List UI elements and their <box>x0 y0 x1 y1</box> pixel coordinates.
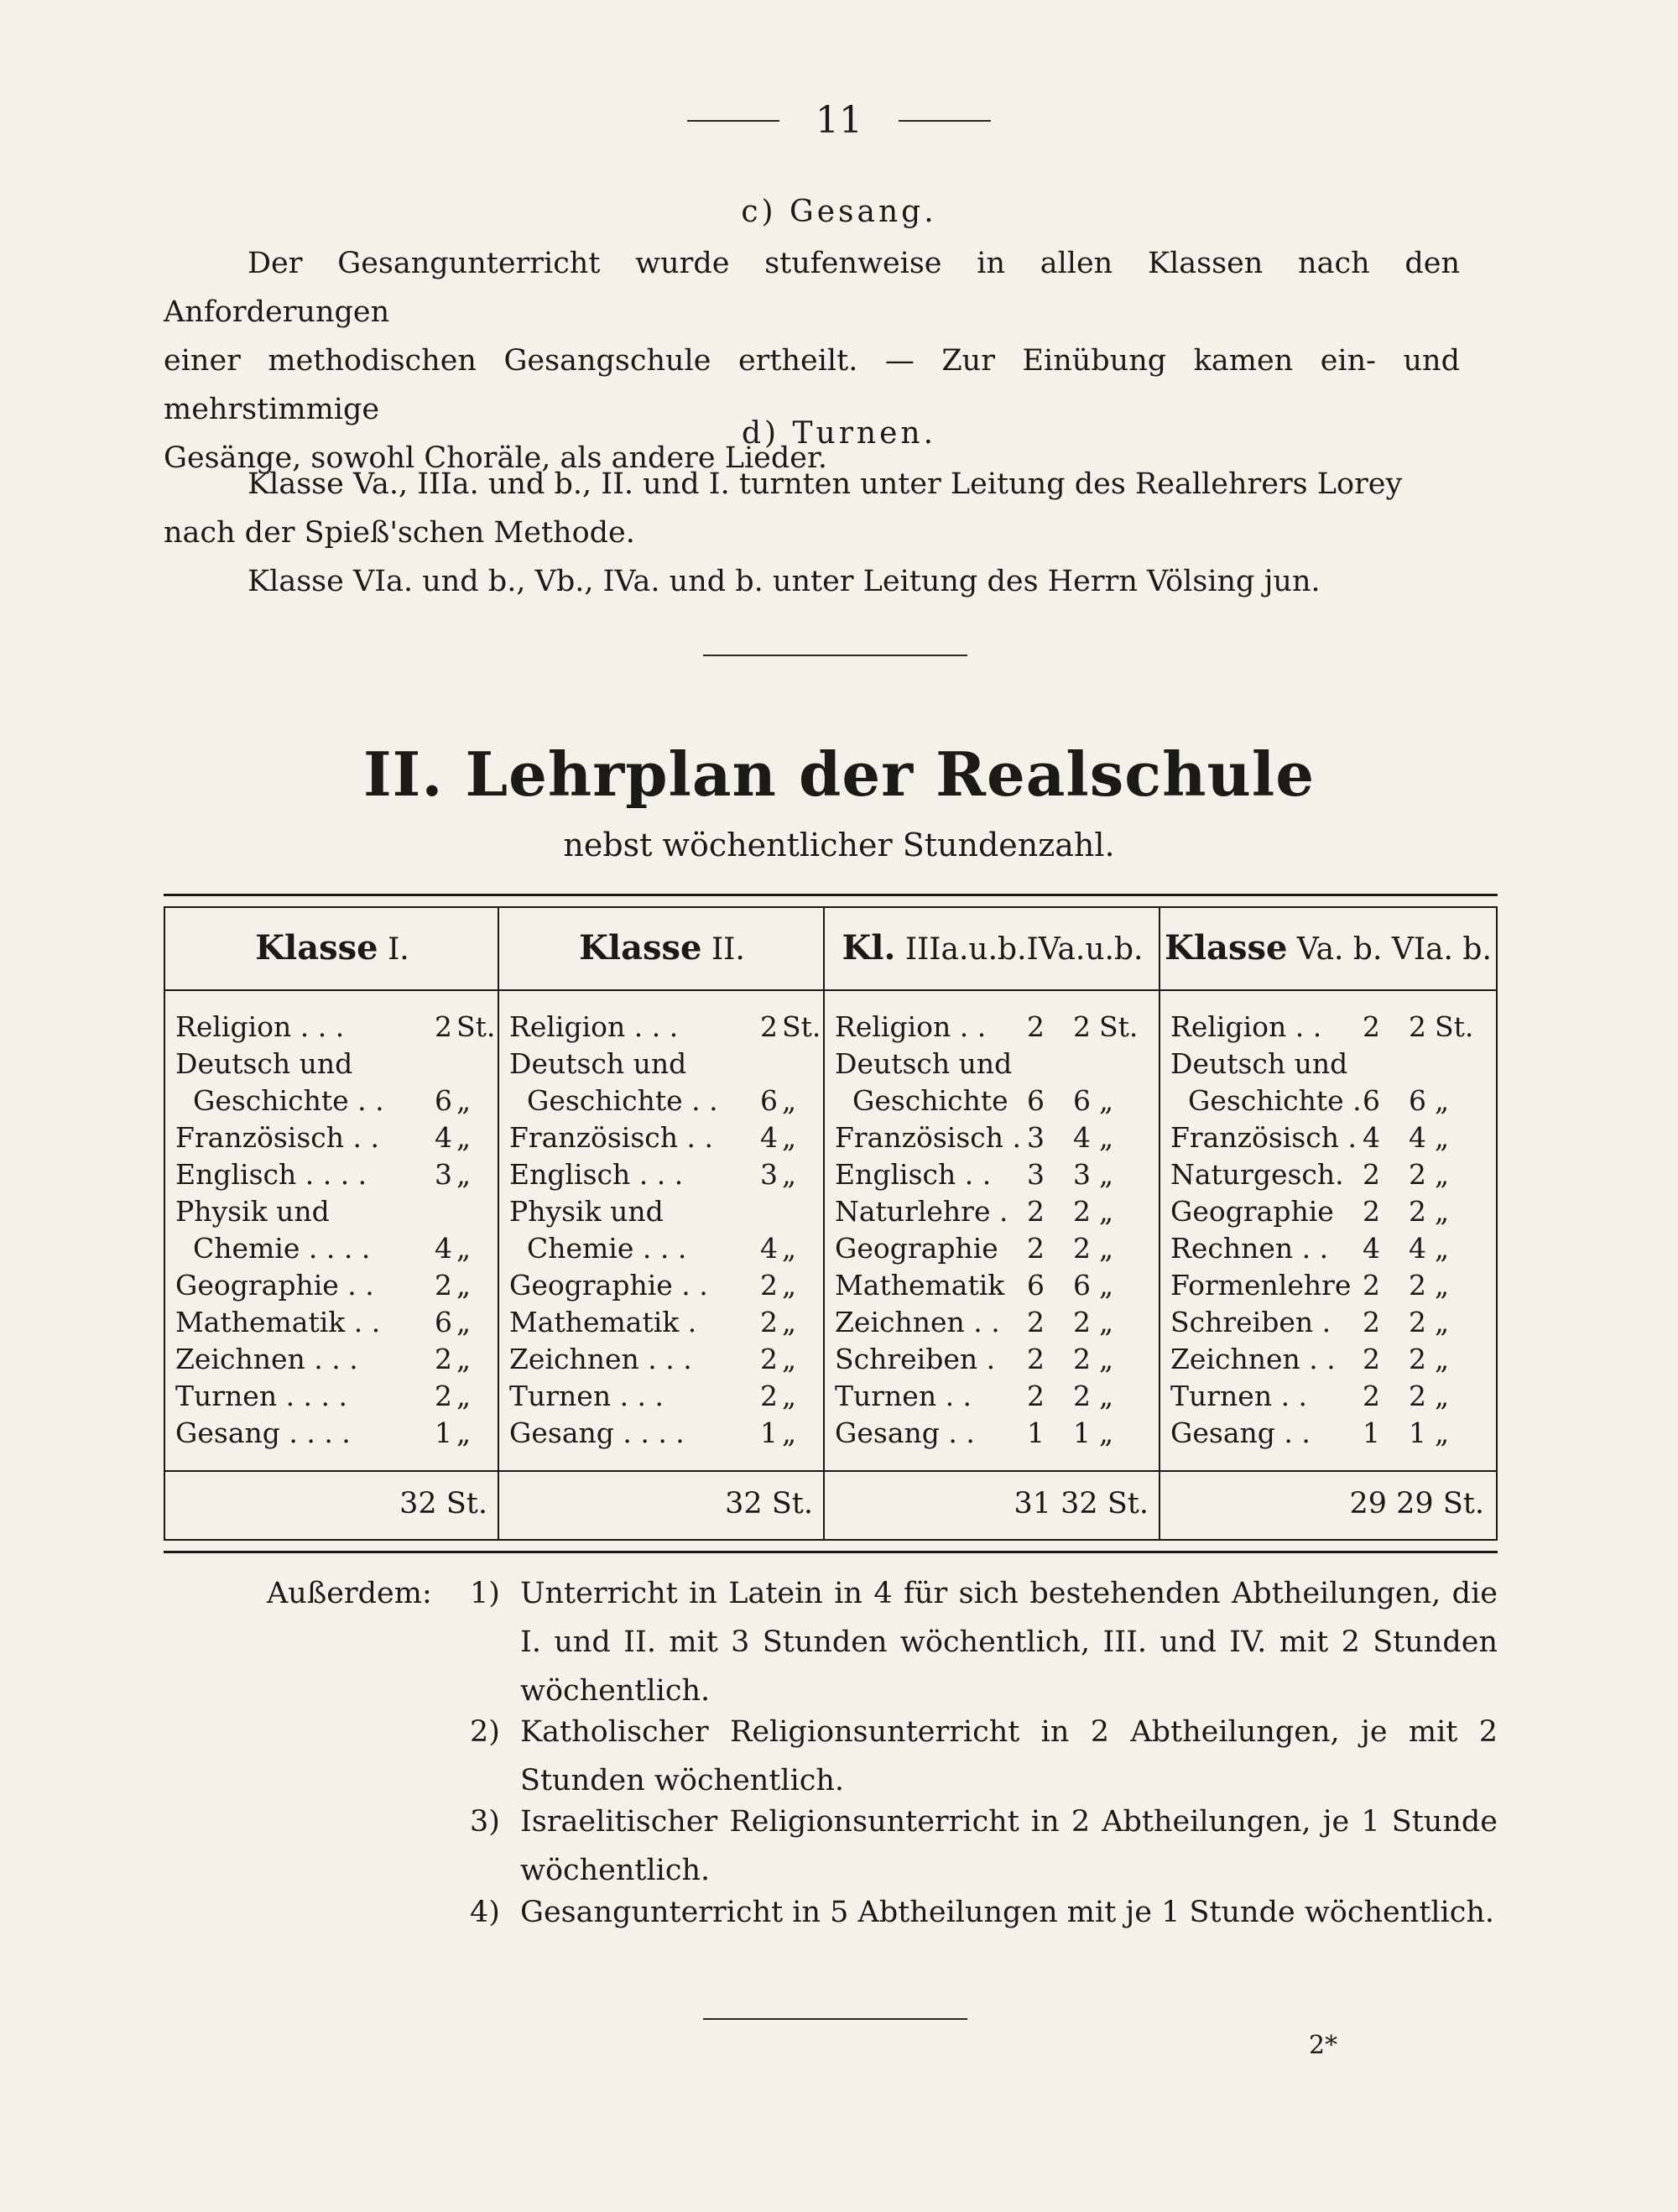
text-line: Der Gesangunterricht wurde stufenweise in allen Klassen nach den Anforderungen <box>164 247 1460 329</box>
subject-name: Englisch . . . . <box>175 1158 367 1191</box>
table-row <box>1170 1046 1486 1083</box>
hours-unit: „ <box>456 1121 472 1154</box>
hours-first: 2 <box>1363 1158 1380 1191</box>
hours-value: 2 <box>1409 1343 1426 1375</box>
table-row <box>835 1304 1150 1341</box>
subject-name: Religion . . . <box>509 1010 679 1043</box>
subject-name: Religion . . <box>1170 1010 1322 1043</box>
hours-value: 1 <box>1409 1416 1426 1449</box>
subject-name: Deutsch und <box>1170 1047 1348 1080</box>
hours-unit: „ <box>1435 1380 1450 1412</box>
hours-value: 2 <box>1409 1380 1426 1412</box>
subject-name: Chemie . . . . <box>175 1232 371 1265</box>
note-item <box>470 1708 1498 1805</box>
hours-unit: „ <box>456 1380 472 1412</box>
hours-value: 1 <box>1073 1416 1091 1449</box>
hours-unit: „ <box>782 1380 797 1412</box>
column-rows <box>1170 1009 1486 1452</box>
hours-value: 2 <box>1073 1380 1091 1412</box>
note-text: Gesangunterricht in 5 Abtheilungen mit je 1 Stunde wöchentlich. <box>520 1896 1494 1929</box>
subject-name: Schreiben . <box>1170 1306 1331 1338</box>
table-row <box>175 1046 489 1083</box>
table-row <box>175 1156 489 1193</box>
column-total: 32 St. <box>725 1487 813 1521</box>
subject-name: Mathematik . . <box>175 1306 381 1338</box>
table-row <box>835 1378 1150 1415</box>
subject-name: Physik und <box>509 1195 664 1228</box>
subject-name: Deutsch und <box>835 1047 1013 1080</box>
total-separator <box>165 1470 499 1472</box>
column-rows <box>509 1009 821 1452</box>
hours-value: 2 <box>435 1269 452 1302</box>
hours-unit: „ <box>782 1269 797 1302</box>
subject-name: Geschichte . <box>1170 1084 1362 1117</box>
table-row <box>1170 1415 1486 1452</box>
hours-value: 4 <box>435 1232 452 1265</box>
hours-unit: „ <box>1435 1232 1450 1265</box>
page-number-row <box>0 99 1678 158</box>
note-text: Unterricht in Latein in 4 für sich bestehenden Abtheilungen, die I. und II. mit 3 Stunden wöchentlich, III. und IV. mit 2 Stunden wöchentlich. <box>520 1577 1498 1708</box>
hours-value: 6 <box>1073 1269 1091 1302</box>
hours-value: 4 <box>435 1121 452 1154</box>
hours-unit: „ <box>1099 1195 1114 1228</box>
hours-value: 2 <box>435 1380 452 1412</box>
hours-first: 4 <box>1363 1232 1380 1265</box>
table-row <box>509 1156 815 1193</box>
table-column-2 <box>498 908 825 1539</box>
hours-value: 6 <box>1409 1084 1426 1117</box>
table-row <box>175 1304 489 1341</box>
hours-first: 2 <box>1363 1380 1380 1412</box>
column-header: Klasse Va. b. VIa. b. <box>1165 928 1492 968</box>
hours-value: 2 <box>435 1343 452 1375</box>
table-row <box>175 1341 489 1378</box>
table-row <box>1170 1083 1486 1119</box>
hours-unit: „ <box>782 1084 797 1117</box>
hours-unit: „ <box>456 1306 472 1338</box>
subject-name: Französisch . <box>1170 1121 1357 1154</box>
hours-first: 2 <box>1027 1380 1045 1412</box>
subject-name: Chemie . . . <box>509 1232 687 1265</box>
subject-name: Mathematik . <box>509 1306 697 1338</box>
hours-value: 4 <box>1409 1232 1426 1265</box>
subject-name: Religion . . <box>835 1010 987 1043</box>
hours-value: 2 <box>760 1269 778 1302</box>
table-row <box>1170 1193 1486 1230</box>
hours-unit: „ <box>456 1269 472 1302</box>
hours-value: 6 <box>1073 1084 1091 1117</box>
subject-name: Turnen . . <box>835 1380 972 1412</box>
hours-unit: St. <box>456 1010 496 1043</box>
hours-first: 3 <box>1027 1121 1045 1154</box>
hours-first: 2 <box>1363 1306 1380 1338</box>
hours-unit: „ <box>456 1158 472 1191</box>
hours-value: 2 <box>1073 1010 1091 1043</box>
text-line: Klasse VIa. und b., Vb., IVa. und b. unter Leitung des Herrn Völsing jun. <box>248 565 1321 598</box>
hours-unit: „ <box>782 1343 797 1375</box>
hours-unit: „ <box>1099 1232 1114 1265</box>
hours-value: 1 <box>435 1416 452 1449</box>
table-row <box>835 1119 1150 1156</box>
subject-name: Englisch . . <box>835 1158 992 1191</box>
hours-value: 4 <box>760 1232 778 1265</box>
subject-name: Turnen . . <box>1170 1380 1308 1412</box>
hours-unit: „ <box>1435 1121 1450 1154</box>
hours-value: 3 <box>1073 1158 1091 1191</box>
table-column-1 <box>164 908 499 1539</box>
hours-unit: St. <box>1099 1010 1139 1043</box>
table-row <box>835 1193 1150 1230</box>
table-row <box>509 1341 815 1378</box>
hours-value: 3 <box>760 1158 778 1191</box>
hours-value: 6 <box>760 1084 778 1117</box>
table-row <box>175 1267 489 1304</box>
table-row <box>835 1046 1150 1083</box>
page-number-right-rule <box>899 120 991 122</box>
subject-name: Gesang . . <box>1170 1416 1311 1449</box>
note-item <box>470 1797 1498 1895</box>
subject-name: Geographie <box>835 1232 998 1265</box>
column-total: 31 32 St. <box>1014 1487 1149 1521</box>
note-text: Israelitischer Religionsunterricht in 2 Abtheilungen, je 1 Stunde wöchentlich. <box>520 1805 1498 1887</box>
total-separator <box>499 1470 825 1472</box>
hours-unit: „ <box>1099 1121 1114 1154</box>
hours-value: 2 <box>1073 1195 1091 1228</box>
subject-name: Geographie <box>1170 1195 1334 1228</box>
hours-unit: „ <box>456 1232 472 1265</box>
subject-name: Deutsch und <box>175 1047 353 1080</box>
subject-name: Deutsch und <box>509 1047 687 1080</box>
subject-name: Geschichte . . <box>509 1084 718 1117</box>
hours-value: 2 <box>760 1380 778 1412</box>
table-column-4 <box>1159 908 1498 1539</box>
hours-value: 2 <box>760 1010 778 1043</box>
hours-value: 6 <box>435 1084 452 1117</box>
column-header: Klasse II. <box>579 928 745 968</box>
table-row <box>835 1083 1150 1119</box>
hours-unit: „ <box>1099 1380 1114 1412</box>
page-number: 11 <box>816 99 862 142</box>
table-row <box>175 1083 489 1119</box>
header-separator <box>1160 989 1496 991</box>
hours-first: 1 <box>1027 1416 1045 1449</box>
section-title: II. Lehrplan der Realschule <box>363 738 1315 810</box>
subject-name: Geographie . . <box>175 1269 374 1302</box>
note-number: 1) <box>470 1577 500 1610</box>
table-row <box>835 1156 1150 1193</box>
hours-value: 2 <box>1409 1306 1426 1338</box>
hours-unit: „ <box>1435 1343 1450 1375</box>
subject-name: Rechnen . . <box>1170 1232 1329 1265</box>
header-separator <box>825 989 1160 991</box>
subject-name: Schreiben . <box>835 1343 996 1375</box>
gymnastics-heading: d) Turnen. <box>741 416 937 451</box>
subject-name: Gesang . . . . <box>509 1416 685 1449</box>
hours-value: 4 <box>760 1121 778 1154</box>
hours-unit: „ <box>1099 1269 1114 1302</box>
table-row <box>1170 1119 1486 1156</box>
table-row <box>509 1230 815 1267</box>
table-row <box>1170 1267 1486 1304</box>
hours-value: 2 <box>1409 1158 1426 1191</box>
table-row <box>175 1193 489 1230</box>
hours-value: 2 <box>1409 1195 1426 1228</box>
subject-name: Gesang . . . . <box>175 1416 351 1449</box>
hours-first: 2 <box>1027 1343 1045 1375</box>
hours-value: 2 <box>760 1343 778 1375</box>
text-line: nach der Spieß'schen Methode. <box>164 516 635 550</box>
gymnastics-paragraph-1 <box>164 460 1460 557</box>
table-row <box>509 1009 821 1046</box>
subject-name: Zeichnen . . <box>1170 1343 1336 1375</box>
subject-name: Geschichte <box>835 1084 1008 1117</box>
note-number: 4) <box>470 1896 500 1929</box>
subject-name: Englisch . . . <box>509 1158 684 1191</box>
hours-unit: „ <box>1099 1416 1114 1449</box>
table-row <box>509 1378 815 1415</box>
note-number: 3) <box>470 1805 500 1839</box>
hours-first: 2 <box>1363 1010 1380 1043</box>
hours-unit: „ <box>782 1416 797 1449</box>
subject-name: Naturlehre . <box>835 1195 1008 1228</box>
hours-unit: „ <box>782 1158 797 1191</box>
text-line: Klasse Va., IIIa. und b., II. und I. turnten unter Leitung des Reallehrers Lorey <box>248 467 1403 501</box>
hours-first: 2 <box>1027 1232 1045 1265</box>
table-row <box>175 1415 489 1452</box>
table-row <box>509 1267 815 1304</box>
hours-value: 3 <box>435 1158 452 1191</box>
table-row <box>509 1193 815 1230</box>
hours-unit: „ <box>1099 1158 1114 1191</box>
hours-unit: „ <box>1435 1158 1450 1191</box>
end-divider <box>703 2018 967 2020</box>
subject-name: Turnen . . . . <box>175 1380 347 1412</box>
hours-unit: „ <box>1099 1084 1114 1117</box>
hours-first: 3 <box>1027 1158 1045 1191</box>
table-row <box>509 1415 815 1452</box>
hours-first: 2 <box>1363 1269 1380 1302</box>
table-row <box>175 1119 489 1156</box>
singing-heading: c) Gesang. <box>741 195 937 229</box>
total-separator <box>825 1470 1160 1472</box>
signature-mark: 2* <box>1309 2031 1338 2060</box>
hours-value: 2 <box>1409 1269 1426 1302</box>
subject-name: Französisch . <box>835 1121 1021 1154</box>
hours-first: 1 <box>1363 1416 1380 1449</box>
gymnastics-paragraph-2 <box>164 557 1460 606</box>
column-total: 32 St. <box>399 1487 487 1521</box>
table-row <box>835 1415 1150 1452</box>
hours-first: 2 <box>1027 1010 1045 1043</box>
header-separator <box>165 989 499 991</box>
column-header: Kl. IIIa.u.b.IVa.u.b. <box>842 928 1144 968</box>
subject-name: Religion . . . <box>175 1010 345 1043</box>
subject-name: Naturgesch. <box>1170 1158 1344 1191</box>
table-row <box>1170 1230 1486 1267</box>
hours-first: 4 <box>1363 1121 1380 1154</box>
hours-value: 6 <box>435 1306 452 1338</box>
hours-value: 2 <box>1073 1343 1091 1375</box>
hours-unit: „ <box>1099 1343 1114 1375</box>
hours-unit: „ <box>782 1121 797 1154</box>
subject-name: Zeichnen . . <box>835 1306 1000 1338</box>
table-inner-bottom-rule <box>164 1539 1498 1541</box>
table-row <box>835 1230 1150 1267</box>
note-text: Katholischer Religionsunterricht in 2 Abtheilungen, je mit 2 Stunden wöchentlich. <box>520 1715 1498 1797</box>
table-row <box>835 1341 1150 1378</box>
hours-first: 6 <box>1363 1084 1380 1117</box>
table-row <box>1170 1341 1486 1378</box>
section-subtitle: nebst wöchentlicher Stundenzahl. <box>563 827 1115 863</box>
table-row <box>509 1304 815 1341</box>
hours-unit: „ <box>456 1343 472 1375</box>
column-rows <box>835 1009 1150 1452</box>
notes-label: Außerdem: <box>267 1577 432 1610</box>
page-number-left-rule <box>687 120 779 122</box>
hours-value: 4 <box>1073 1121 1091 1154</box>
hours-unit: „ <box>456 1416 472 1449</box>
hours-unit: „ <box>1435 1306 1450 1338</box>
table-column-3 <box>823 908 1160 1539</box>
subject-name: Zeichnen . . . <box>509 1343 692 1375</box>
hours-unit: „ <box>1435 1269 1450 1302</box>
hours-value: 2 <box>1073 1232 1091 1265</box>
table-row <box>175 1378 489 1415</box>
subject-name: Französisch . . <box>509 1121 713 1154</box>
section-divider <box>703 655 967 656</box>
hours-value: 2 <box>760 1306 778 1338</box>
hours-first: 6 <box>1027 1269 1045 1302</box>
subject-name: Zeichnen . . . <box>175 1343 358 1375</box>
table-row <box>509 1083 815 1119</box>
hours-value: 4 <box>1409 1121 1426 1154</box>
hours-unit: „ <box>1435 1084 1450 1117</box>
hours-first: 2 <box>1027 1195 1045 1228</box>
hours-unit: „ <box>456 1084 472 1117</box>
hours-unit: St. <box>782 1010 821 1043</box>
text-line: Gesänge, sowohl Choräle, als andere Lieder. <box>164 441 828 475</box>
column-header: Klasse I. <box>255 928 409 968</box>
hours-first: 2 <box>1363 1343 1380 1375</box>
hours-first: 6 <box>1027 1084 1045 1117</box>
table-row <box>1170 1304 1486 1341</box>
table-row <box>1170 1378 1486 1415</box>
subject-name: Formenlehre <box>1170 1269 1352 1302</box>
table-row <box>1170 1156 1486 1193</box>
header-separator <box>499 989 825 991</box>
subject-name: Physik und <box>175 1195 330 1228</box>
subject-name: Geschichte . . <box>175 1084 384 1117</box>
subject-name: Gesang . . <box>835 1416 975 1449</box>
table-row <box>175 1230 489 1267</box>
hours-unit: „ <box>782 1306 797 1338</box>
hours-value: 2 <box>1073 1306 1091 1338</box>
hours-value: 2 <box>435 1010 452 1043</box>
note-item <box>470 1888 1498 1937</box>
subject-name: Geographie . . <box>509 1269 708 1302</box>
hours-unit: „ <box>782 1232 797 1265</box>
table-row <box>509 1046 815 1083</box>
hours-unit: „ <box>1435 1416 1450 1449</box>
table-row <box>175 1009 496 1046</box>
text-line: einer methodischen Gesangschule ertheilt. — Zur Einübung kamen ein- und mehrstimmige <box>164 344 1460 426</box>
hours-value: 1 <box>760 1416 778 1449</box>
hours-unit: „ <box>1435 1195 1450 1228</box>
hours-unit: „ <box>1099 1306 1114 1338</box>
table-row <box>835 1009 1150 1046</box>
subject-name: Französisch . . <box>175 1121 379 1154</box>
note-number: 2) <box>470 1715 500 1749</box>
hours-value: 2 <box>1409 1010 1426 1043</box>
subject-name: Mathematik <box>835 1269 1005 1302</box>
hours-unit: St. <box>1435 1010 1474 1043</box>
hours-first: 2 <box>1363 1195 1380 1228</box>
hours-first: 2 <box>1027 1306 1045 1338</box>
column-rows <box>175 1009 496 1452</box>
total-separator <box>1160 1470 1496 1472</box>
column-total: 29 29 St. <box>1349 1487 1484 1521</box>
table-row <box>509 1119 815 1156</box>
curriculum-table <box>164 894 1498 1553</box>
table-row <box>1170 1009 1486 1046</box>
subject-name: Turnen . . . <box>509 1380 664 1412</box>
table-row <box>835 1267 1150 1304</box>
note-item <box>470 1569 1498 1715</box>
